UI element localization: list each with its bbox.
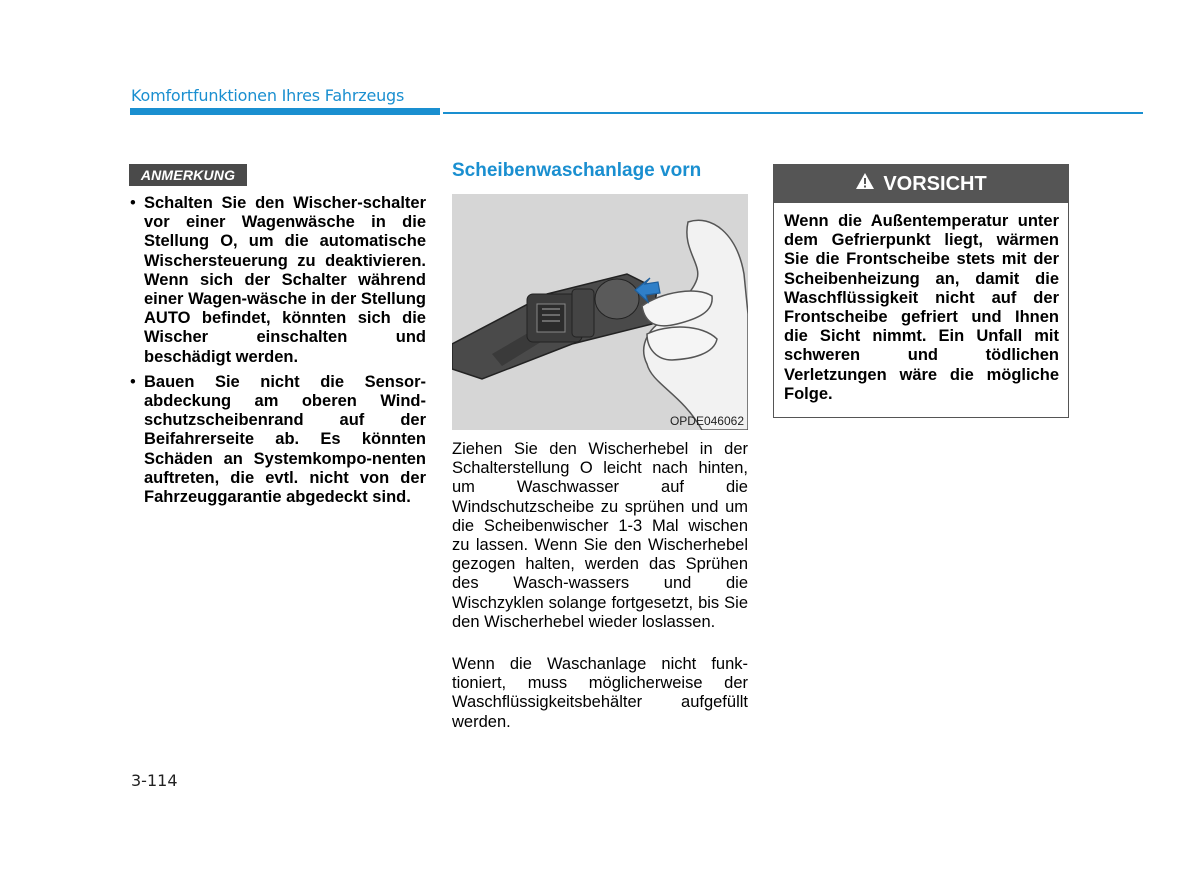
warning-header xyxy=(774,165,1068,203)
warning-triangle-icon xyxy=(855,172,875,196)
section-title: Scheibenwaschanlage vorn xyxy=(452,160,702,181)
wiper-lever-drawing xyxy=(452,194,748,430)
body-paragraph: Ziehen Sie den Wischerhebel in der Schalterstellung O leicht nach hinten, um Waschwasser auf die Windschutzscheibe zu sprühen und um die Scheibenwischer 1-3 Mal wischen zu lassen. Wenn Sie den Wischerhebel gezogen halten, werden das Sprühen des Wasch-wassers und die Wischzyklen solange fortgesetzt, bis Sie den Wischerhebel wieder loslassen. xyxy=(452,440,748,631)
bullet-icon: • xyxy=(130,194,136,212)
warning-box xyxy=(773,164,1069,418)
wiper-lever-illustration xyxy=(452,194,748,430)
note-item-text: Schalten Sie den Wischer-schalter vor einer Wagenwäsche in die Stellung O, um die automatische Wischersteuerung zu deaktivieren. Wenn sich der Schalter während einer Wagen-wäsche in der Stellung AUTO befindet, könnten sich die Wischer einschalten und beschädigt werden. xyxy=(144,194,426,366)
note-item xyxy=(130,373,426,507)
chapter-title: Komfortfunktionen Ihres Fahrzeugs xyxy=(131,86,405,105)
body-paragraph: Wenn die Waschanlage nicht funk-tioniert, muss möglicherweise der Waschflüssigkeitsbehälter aufgefüllt werden. xyxy=(452,655,748,731)
warning-text: Wenn die Außentemperatur unter dem Gefrierpunkt liegt, wärmen Sie die Frontscheibe stets mit der Scheibenheizung an, damit die Waschflüssigkeit nicht auf der Frontscheibe gefriert und Ihnen die Sicht nimmt. Ein Unfall mit schweren und tödlichen Verletzungen wäre die mögliche Folge. xyxy=(784,212,1059,403)
note-badge: ANMERKUNG xyxy=(129,164,247,186)
note-item xyxy=(130,194,426,367)
note-item-text: Bauen Sie nicht die Sensor-abdeckung am oberen Wind-schutzscheibenrand auf der Beifahrerseite ab. Es könnten Schäden an Systemkompo-nenten auftreten, die evtl. nicht von der Fahrzeuggarantie abgedeckt sind. xyxy=(144,372,426,507)
note-list xyxy=(130,194,426,513)
page-number: 3-114 xyxy=(131,771,178,790)
bullet-icon: • xyxy=(130,372,136,391)
figure-code: OPDE046062 xyxy=(669,414,744,428)
header-rule-thin xyxy=(443,112,1143,114)
header-rule-thick xyxy=(130,108,440,115)
warning-title: VORSICHT xyxy=(883,172,987,195)
